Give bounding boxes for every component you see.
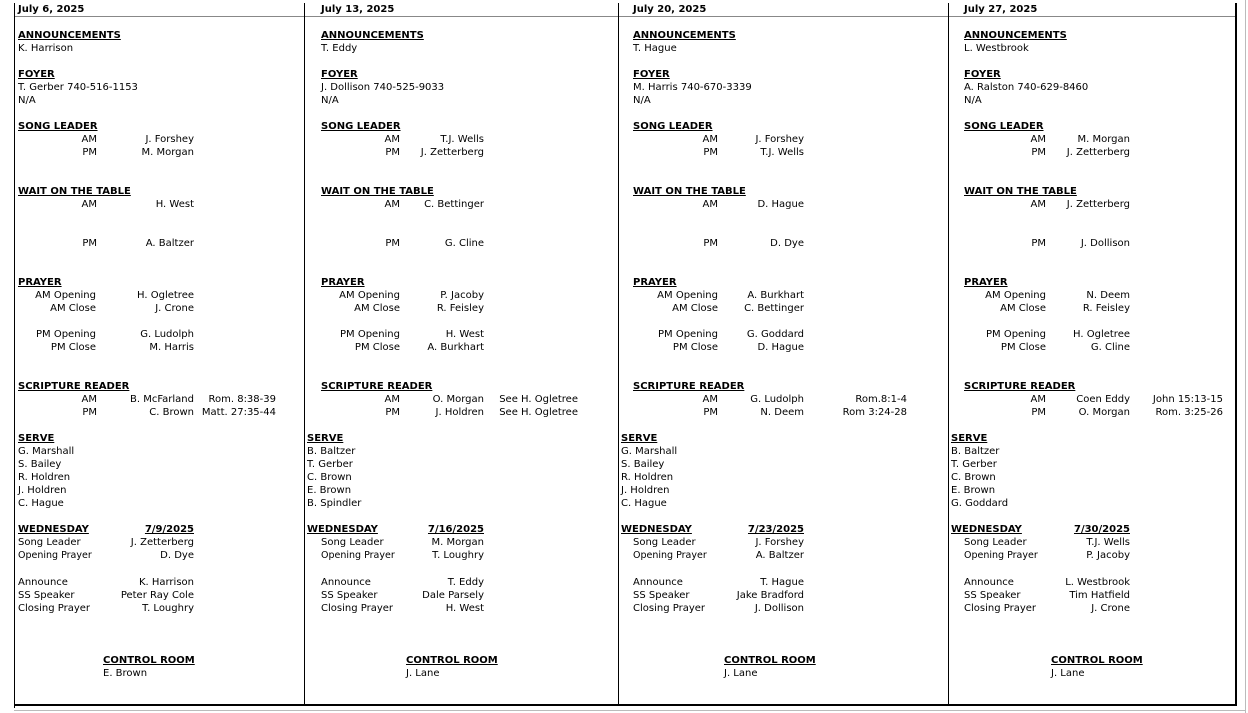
prayer-am-open: P. Jacoby xyxy=(440,290,484,301)
song-leader-am: M. Morgan xyxy=(1077,134,1130,145)
foyer-heading: FOYER xyxy=(633,69,670,80)
scripture-pm-ref: See H. Ogletree xyxy=(499,407,578,418)
control-room-heading: CONTROL ROOM xyxy=(1051,655,1143,666)
wait-table-heading: WAIT ON THE TABLE xyxy=(18,186,131,197)
wednesday-heading: WEDNESDAY xyxy=(307,524,378,535)
wait-pm-label: PM xyxy=(1031,238,1046,249)
scripture-am-label: AM xyxy=(702,394,718,405)
wed-open-label: Opening Prayer xyxy=(18,550,92,561)
wed-ss: Peter Ray Cole xyxy=(120,590,194,601)
song-leader-am-label: AM xyxy=(384,134,400,145)
song-leader-pm-label: PM xyxy=(82,147,97,158)
serve-name: S. Bailey xyxy=(621,459,665,470)
prayer-am-open-label: AM Opening xyxy=(339,290,400,301)
song-leader-pm-label: PM xyxy=(1031,147,1046,158)
wed-announce: T. Eddy xyxy=(447,577,484,588)
song-leader-pm: T.J. Wells xyxy=(760,147,804,158)
foyer-note: N/A xyxy=(964,95,982,106)
song-leader-heading: SONG LEADER xyxy=(321,121,401,132)
prayer-am-close: J. Crone xyxy=(155,303,194,314)
wed-song: J. Forshey xyxy=(755,537,804,548)
prayer-am-open: H. Ogletree xyxy=(137,290,194,301)
announcements-name: T. Hague xyxy=(633,43,677,54)
prayer-pm-open-label: PM Opening xyxy=(339,329,400,340)
wait-pm: G. Cline xyxy=(444,238,484,249)
song-leader-pm: J. Zetterberg xyxy=(420,147,484,158)
wednesday-heading: WEDNESDAY xyxy=(621,524,692,535)
scripture-am-label: AM xyxy=(81,394,97,405)
control-room-heading: CONTROL ROOM xyxy=(103,655,195,666)
announcements-name: T. Eddy xyxy=(321,43,358,54)
prayer-pm-open: H. West xyxy=(445,329,484,340)
scripture-am-ref: Rom. 8:38-39 xyxy=(208,394,276,405)
wed-song-label: Song Leader xyxy=(321,537,384,548)
wed-announce-label: Announce xyxy=(633,577,683,588)
foyer-note: N/A xyxy=(633,95,651,106)
wed-ss: Jake Bradford xyxy=(736,590,804,601)
foyer-contact: A. Ralston 740-629-8460 xyxy=(964,82,1089,93)
wed-close: T. Loughry xyxy=(142,603,194,614)
scripture-pm-ref: Rom. 3:25-26 xyxy=(1155,407,1223,418)
wednesday-heading: WEDNESDAY xyxy=(18,524,89,535)
bottom-border xyxy=(14,704,1237,706)
scripture-pm-label: PM xyxy=(1031,407,1046,418)
wed-announce-label: Announce xyxy=(18,577,68,588)
prayer-am-close-label: AM Close xyxy=(354,303,400,314)
prayer-pm-close: A. Burkhart xyxy=(427,342,484,353)
serve-name: B. Spindler xyxy=(307,498,362,509)
wait-pm-label: PM xyxy=(82,238,97,249)
scripture-am-ref: Rom.8:1-4 xyxy=(855,394,907,405)
wed-open-label: Opening Prayer xyxy=(321,550,395,561)
wed-open: P. Jacoby xyxy=(1086,550,1130,561)
scripture-heading: SCRIPTURE READER xyxy=(633,381,745,392)
serve-name: R. Holdren xyxy=(621,472,674,483)
wed-song: M. Morgan xyxy=(431,537,484,548)
serve-heading: SERVE xyxy=(951,433,988,444)
wednesday-date: 7/30/2025 xyxy=(1073,524,1130,535)
prayer-pm-open: G. Ludolph xyxy=(140,329,194,340)
scripture-am-ref: John 15:13-15 xyxy=(1152,394,1223,405)
serve-name: C. Hague xyxy=(18,498,64,509)
song-leader-heading: SONG LEADER xyxy=(18,121,98,132)
serve-name: J. Holdren xyxy=(621,485,670,496)
prayer-am-close-label: AM Close xyxy=(50,303,96,314)
announcements-name: K. Harrison xyxy=(18,43,74,54)
control-room-heading: CONTROL ROOM xyxy=(724,655,816,666)
wait-pm-label: PM xyxy=(385,238,400,249)
scripture-heading: SCRIPTURE READER xyxy=(964,381,1076,392)
wed-open-label: Opening Prayer xyxy=(964,550,1038,561)
wed-open: T. Loughry xyxy=(432,550,484,561)
announcements-heading: ANNOUNCEMENTS xyxy=(321,30,424,41)
prayer-am-close-label: AM Close xyxy=(672,303,718,314)
outer-right-edge xyxy=(1245,0,1246,713)
wait-table-heading: WAIT ON THE TABLE xyxy=(633,186,746,197)
wednesday-date: 7/16/2025 xyxy=(427,524,484,535)
control-room-name: E. Brown xyxy=(103,668,148,679)
wait-am: H. West xyxy=(155,199,194,210)
wed-announce: L. Westbrook xyxy=(1065,577,1130,588)
scripture-pm: J. Holdren xyxy=(435,407,484,418)
serve-name: T. Gerber xyxy=(951,459,997,470)
song-leader-am: J. Forshey xyxy=(755,134,804,145)
control-room-name: J. Lane xyxy=(406,668,440,679)
prayer-am-open-label: AM Opening xyxy=(985,290,1046,301)
prayer-pm-close-label: PM Close xyxy=(1000,342,1046,353)
prayer-pm-open: H. Ogletree xyxy=(1073,329,1130,340)
wed-announce: T. Hague xyxy=(760,577,804,588)
song-leader-pm-label: PM xyxy=(703,147,718,158)
serve-name: C. Brown xyxy=(951,472,996,483)
wed-song: T.J. Wells xyxy=(1086,537,1130,548)
wed-close: J. Dollison xyxy=(754,603,804,614)
foyer-contact: J. Dollison 740-525-9033 xyxy=(321,82,445,93)
wed-ss-label: SS Speaker xyxy=(18,590,75,601)
prayer-am-open-label: AM Opening xyxy=(35,290,96,301)
serve-name: E. Brown xyxy=(951,485,996,496)
wait-pm: A. Baltzer xyxy=(145,238,194,249)
week-date: July 13, 2025 xyxy=(321,4,395,15)
prayer-pm-close-label: PM Close xyxy=(354,342,400,353)
scripture-pm: C. Brown xyxy=(149,407,194,418)
song-leader-heading: SONG LEADER xyxy=(633,121,713,132)
serve-name: B. Baltzer xyxy=(951,446,1000,457)
song-leader-am: T.J. Wells xyxy=(440,134,484,145)
serve-name: R. Holdren xyxy=(18,472,71,483)
wed-ss-label: SS Speaker xyxy=(321,590,378,601)
wait-pm: J. Dollison xyxy=(1080,238,1130,249)
wait-am-label: AM xyxy=(384,199,400,210)
prayer-pm-close-label: PM Close xyxy=(50,342,96,353)
wed-ss-label: SS Speaker xyxy=(964,590,1021,601)
wed-close-label: Closing Prayer xyxy=(633,603,706,614)
serve-heading: SERVE xyxy=(18,433,55,444)
prayer-am-close: C. Bettinger xyxy=(744,303,804,314)
wait-am: C. Bettinger xyxy=(424,199,484,210)
wait-table-heading: WAIT ON THE TABLE xyxy=(964,186,1077,197)
wait-table-heading: WAIT ON THE TABLE xyxy=(321,186,434,197)
wed-open-label: Opening Prayer xyxy=(633,550,707,561)
wed-announce-label: Announce xyxy=(964,577,1014,588)
announcements-heading: ANNOUNCEMENTS xyxy=(964,30,1067,41)
serve-name: T. Gerber xyxy=(307,459,353,470)
scripture-pm: N. Deem xyxy=(760,407,804,418)
scripture-pm-ref: Rom 3:24-28 xyxy=(842,407,907,418)
wed-song-label: Song Leader xyxy=(964,537,1027,548)
prayer-pm-open-label: PM Opening xyxy=(657,329,718,340)
wait-am: J. Zetterberg xyxy=(1066,199,1130,210)
song-leader-heading: SONG LEADER xyxy=(964,121,1044,132)
scripture-am: O. Morgan xyxy=(432,394,484,405)
prayer-pm-open-label: PM Opening xyxy=(35,329,96,340)
announcements-heading: ANNOUNCEMENTS xyxy=(18,30,121,41)
foyer-heading: FOYER xyxy=(964,69,1001,80)
wed-ss: Tim Hatfield xyxy=(1069,590,1130,601)
serve-name: C. Brown xyxy=(307,472,352,483)
prayer-pm-close: D. Hague xyxy=(757,342,804,353)
top-border xyxy=(14,16,1236,17)
prayer-heading: PRAYER xyxy=(321,277,365,288)
wed-announce-label: Announce xyxy=(321,577,371,588)
wednesday-heading: WEDNESDAY xyxy=(951,524,1022,535)
foyer-heading: FOYER xyxy=(321,69,358,80)
scripture-heading: SCRIPTURE READER xyxy=(18,381,130,392)
scripture-am-label: AM xyxy=(1030,394,1046,405)
week-date: July 6, 2025 xyxy=(18,4,85,15)
prayer-am-open-label: AM Opening xyxy=(657,290,718,301)
wed-song-label: Song Leader xyxy=(18,537,81,548)
week-date: July 20, 2025 xyxy=(633,4,707,15)
wed-announce: K. Harrison xyxy=(138,577,194,588)
serve-name: J. Holdren xyxy=(18,485,67,496)
week-date: July 27, 2025 xyxy=(964,4,1038,15)
wed-close-label: Closing Prayer xyxy=(321,603,394,614)
prayer-am-open: A. Burkhart xyxy=(747,290,804,301)
scripture-am: Coen Eddy xyxy=(1076,394,1130,405)
song-leader-am-label: AM xyxy=(702,134,718,145)
prayer-heading: PRAYER xyxy=(18,277,62,288)
foyer-contact: T. Gerber 740-516-1153 xyxy=(18,82,138,93)
control-room-heading: CONTROL ROOM xyxy=(406,655,498,666)
scripture-pm-label: PM xyxy=(82,407,97,418)
announcements-name: L. Westbrook xyxy=(964,43,1029,54)
wed-close: H. West xyxy=(445,603,484,614)
wed-song: J. Zetterberg xyxy=(130,537,194,548)
control-room-name: J. Lane xyxy=(724,668,758,679)
wed-ss: Dale Parsely xyxy=(422,590,484,601)
wed-close: J. Crone xyxy=(1091,603,1130,614)
wait-am-label: AM xyxy=(702,199,718,210)
wed-close-label: Closing Prayer xyxy=(18,603,91,614)
wait-am: D. Hague xyxy=(757,199,804,210)
prayer-am-close: R. Feisley xyxy=(436,303,484,314)
song-leader-am-label: AM xyxy=(81,134,97,145)
scripture-am-label: AM xyxy=(384,394,400,405)
serve-heading: SERVE xyxy=(621,433,658,444)
announcements-heading: ANNOUNCEMENTS xyxy=(633,30,736,41)
scripture-pm-label: PM xyxy=(703,407,718,418)
serve-name: G. Marshall xyxy=(18,446,75,457)
serve-heading: SERVE xyxy=(307,433,344,444)
wed-open: D. Dye xyxy=(160,550,194,561)
prayer-pm-close-label: PM Close xyxy=(672,342,718,353)
song-leader-am: J. Forshey xyxy=(145,134,194,145)
wed-open: A. Baltzer xyxy=(755,550,804,561)
scripture-am: B. McFarland xyxy=(129,394,194,405)
prayer-pm-close: G. Cline xyxy=(1090,342,1130,353)
wednesday-date: 7/23/2025 xyxy=(747,524,804,535)
wait-am-label: AM xyxy=(81,199,97,210)
scripture-am: G. Ludolph xyxy=(750,394,804,405)
prayer-am-open: N. Deem xyxy=(1086,290,1130,301)
song-leader-am-label: AM xyxy=(1030,134,1046,145)
prayer-heading: PRAYER xyxy=(633,277,677,288)
prayer-heading: PRAYER xyxy=(964,277,1008,288)
prayer-am-close: R. Feisley xyxy=(1082,303,1130,314)
foyer-note: N/A xyxy=(18,95,36,106)
serve-name: E. Brown xyxy=(307,485,352,496)
serve-name: C. Hague xyxy=(621,498,667,509)
scripture-am-ref: See H. Ogletree xyxy=(499,394,578,405)
scripture-heading: SCRIPTURE READER xyxy=(321,381,433,392)
control-room-name: J. Lane xyxy=(1051,668,1085,679)
scripture-pm: O. Morgan xyxy=(1078,407,1130,418)
prayer-pm-open-label: PM Opening xyxy=(985,329,1046,340)
wed-close-label: Closing Prayer xyxy=(964,603,1037,614)
serve-name: G. Goddard xyxy=(951,498,1009,509)
wait-pm: D. Dye xyxy=(770,238,804,249)
song-leader-pm-label: PM xyxy=(385,147,400,158)
right-border xyxy=(1235,3,1237,706)
wait-pm-label: PM xyxy=(703,238,718,249)
wed-ss-label: SS Speaker xyxy=(633,590,690,601)
outer-bottom-edge xyxy=(14,710,1245,711)
wednesday-date: 7/9/2025 xyxy=(144,524,194,535)
foyer-heading: FOYER xyxy=(18,69,55,80)
prayer-pm-open: G. Goddard xyxy=(746,329,804,340)
serve-name: B. Baltzer xyxy=(307,446,356,457)
prayer-pm-close: M. Harris xyxy=(149,342,194,353)
song-leader-pm: M. Morgan xyxy=(141,147,194,158)
wait-am-label: AM xyxy=(1030,199,1046,210)
wed-song-label: Song Leader xyxy=(633,537,696,548)
scripture-pm-ref: Matt. 27:35-44 xyxy=(201,407,276,418)
song-leader-pm: J. Zetterberg xyxy=(1066,147,1130,158)
foyer-note: N/A xyxy=(321,95,339,106)
serve-name: S. Bailey xyxy=(18,459,62,470)
foyer-contact: M. Harris 740-670-3339 xyxy=(633,82,752,93)
prayer-am-close-label: AM Close xyxy=(1000,303,1046,314)
serve-name: G. Marshall xyxy=(621,446,678,457)
scripture-pm-label: PM xyxy=(385,407,400,418)
